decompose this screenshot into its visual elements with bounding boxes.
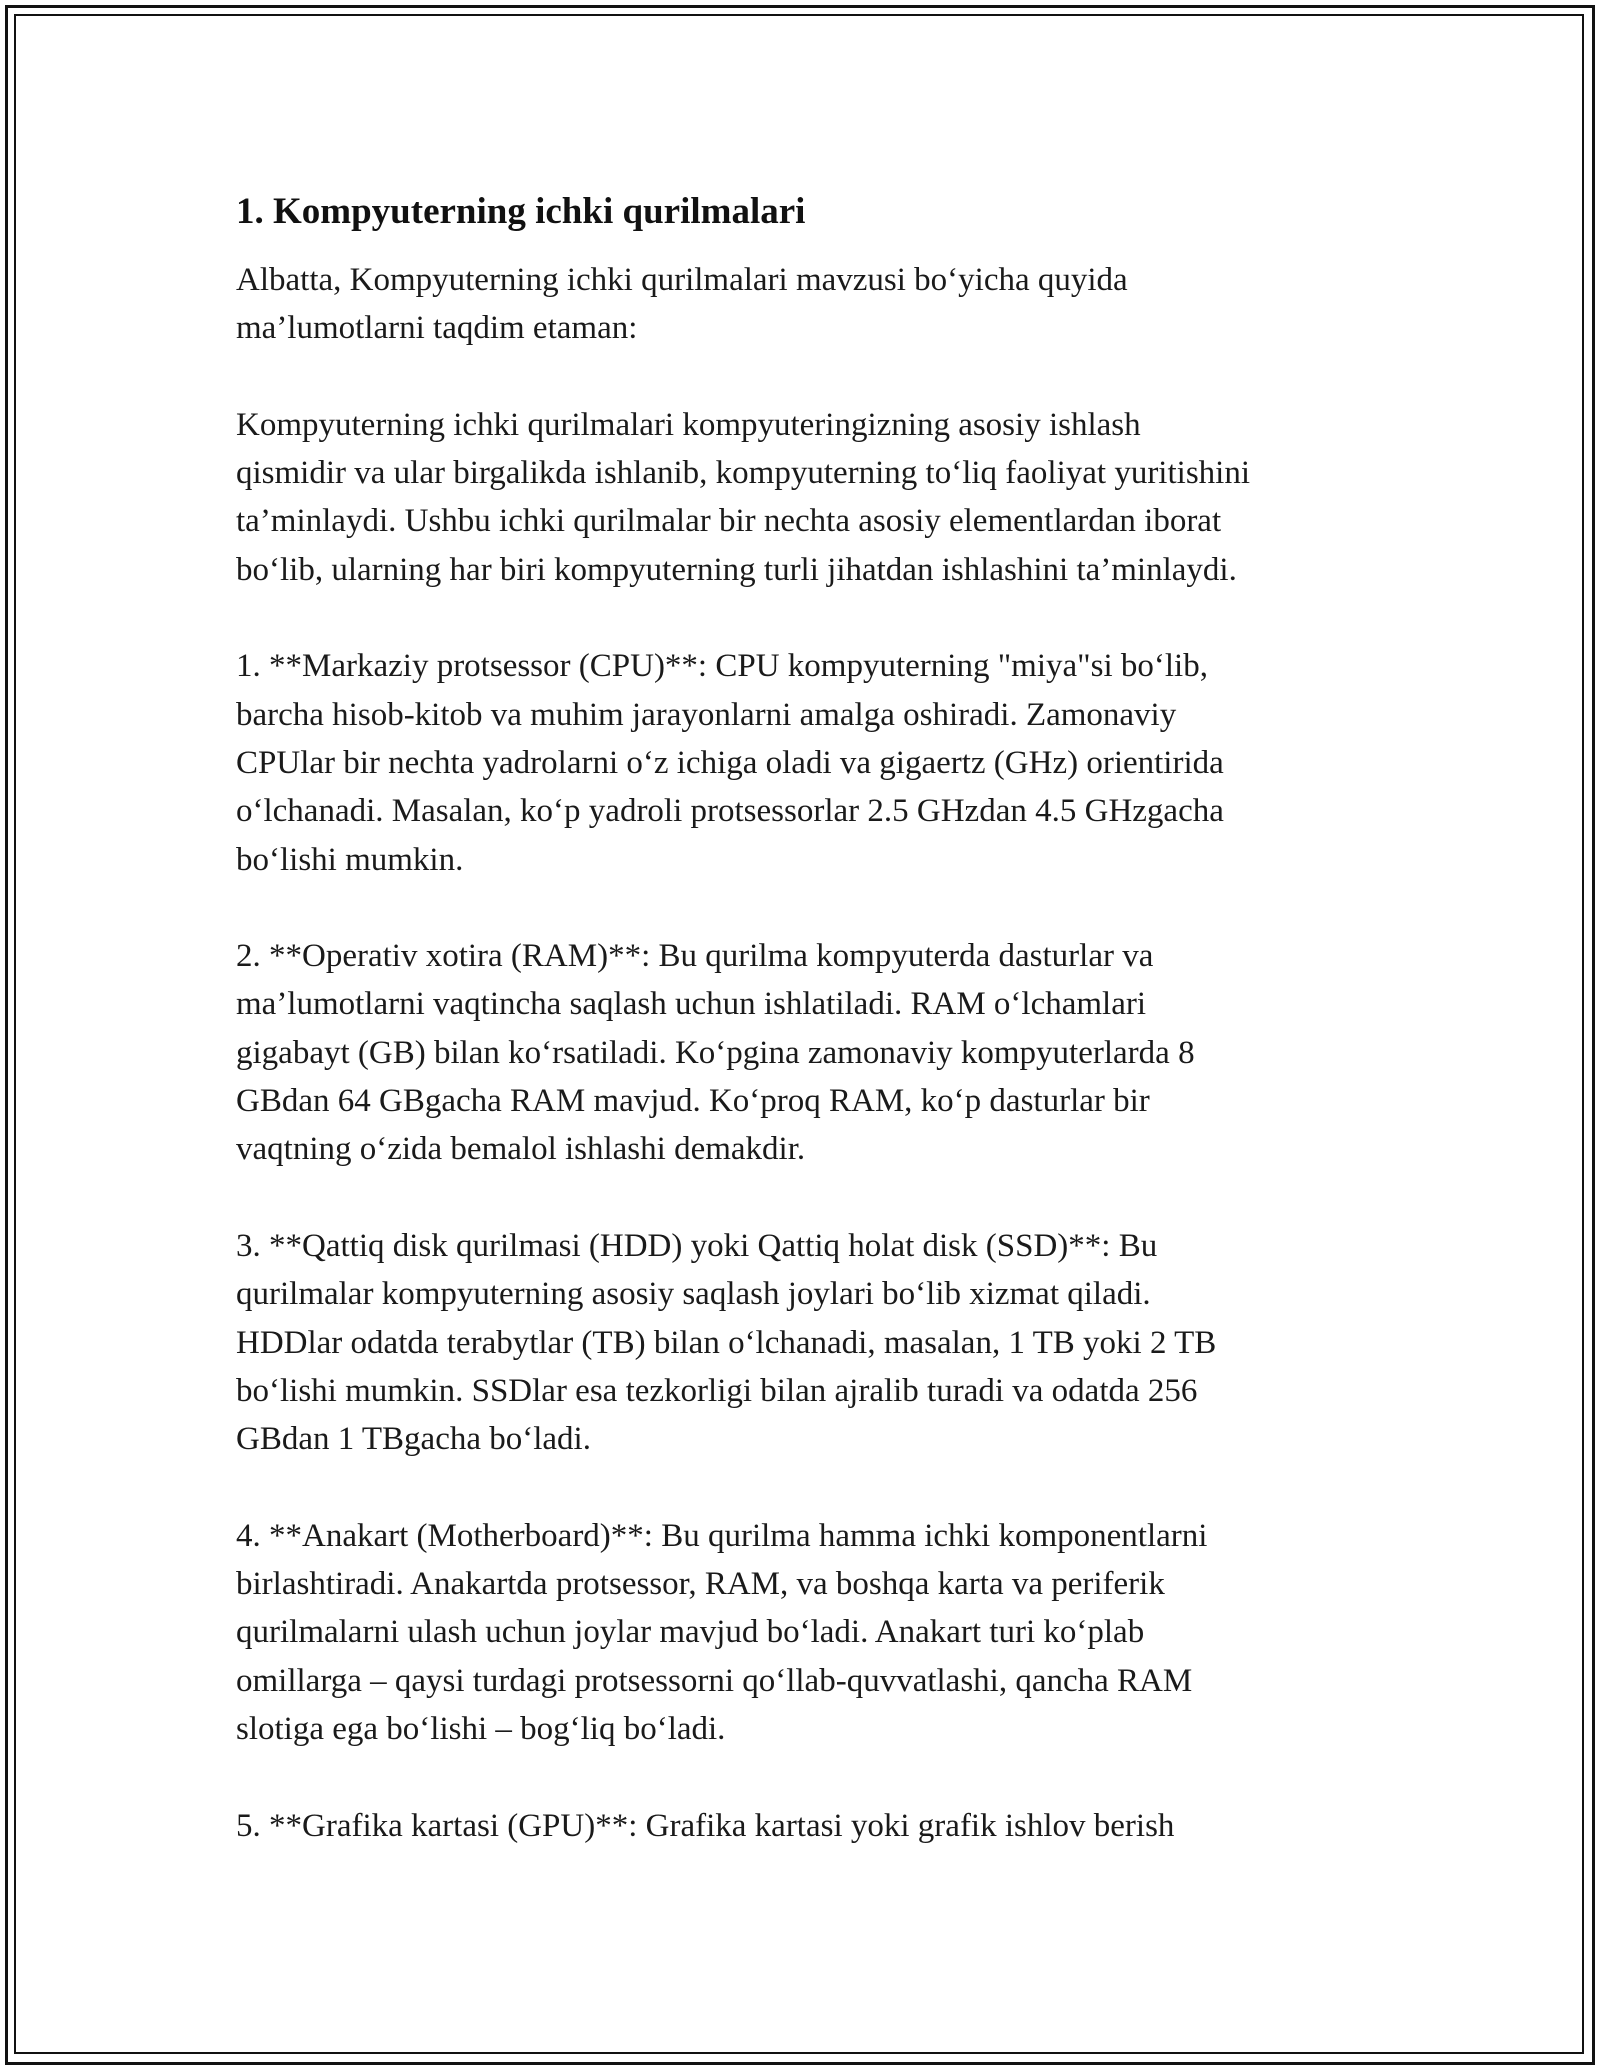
cpu-paragraph: 1. **Markaziy protsessor (CPU)**: CPU kompyuterning "miya"si bo‘lib, barcha hisob-kitob va muhim jarayonlarni amalga oshiradi. Zamonaviy CPUlar bir nechta yadrolarni o‘z ichiga oladi va gigaertz (GHz) orientirida o‘lchanadi. Masalan, ko‘p yadroli protsessorlar 2.5 GHzdan 4.5 GHzgacha bo‘lishi mumkin. [236,648,1224,878]
overview-paragraph: Kompyuterning ichki qurilmalari kompyuteringizning asosiy ishlash qismidir va ular birgalikda ishlanib, kompyuterning to‘liq faoliyat yuritishini ta’minlaydi. Ushbu ichki qurilmalar bir nechta asosiy elementlardan iborat bo‘lib, ularning har biri kompyuterning turli jihatdan ishlashini ta’minlaydi. [236,406,1250,588]
ram-paragraph: 2. **Operativ xotira (RAM)**: Bu qurilma kompyuterda dasturlar va ma’lumotlarni vaqtincha saqlash uchun ishlatiladi. RAM o‘lchamlari gigabayt (GB) bilan ko‘rsatiladi. Ko‘pgina zamonaviy kompyuterlarda 8 GBdan 64 GBgacha RAM mavjud. Ko‘proq RAM, ko‘p dasturlar bir vaqtning o‘zida bemalol ishlashi demakdir. [236,938,1195,1168]
storage-paragraph: 3. **Qattiq disk qurilmasi (HDD) yoki Qattiq holat disk (SSD)**: Bu qurilmalar kompyuterning asosiy saqlash joylari bo‘lib xizmat qiladi. HDDlar odatda terabytlar (TB) bilan o‘lchanadi, masalan, 1 TB yoki 2 TB bo‘lishi mumkin. SSDlar esa tezkorligi bilan ajralib turadi va odatda 256 GBdan 1 TBgacha bo‘ladi. [236,1227,1217,1458]
motherboard-paragraph: 4. **Anakart (Motherboard)**: Bu qurilma hamma ichki komponentlarni birlashtiradi. Anakartda protsessor, RAM, va boshqa karta va periferik qurilmalarni ulash uchun joylar mavjud bo‘ladi. Anakart turi ko‘plab omillarga – qaysi turdagi protsessorni qo‘llab-quvvatlashi, qancha RAM slotiga ega bo‘lishi – bog‘liq bo‘ladi. [236,1517,1208,1747]
section-heading: 1. Kompyuterning ichki qurilmalari [236,191,806,232]
intro-paragraph: Albatta, Kompyuterning ichki qurilmalari mavzusi bo‘yicha quyida ma’lumotlarni taqdim etaman: [236,262,1128,347]
gpu-paragraph: 5. **Grafika kartasi (GPU)**: Grafika kartasi yoki grafik ishlov berish [236,1807,1175,1844]
document-body [236,186,1386,1850]
